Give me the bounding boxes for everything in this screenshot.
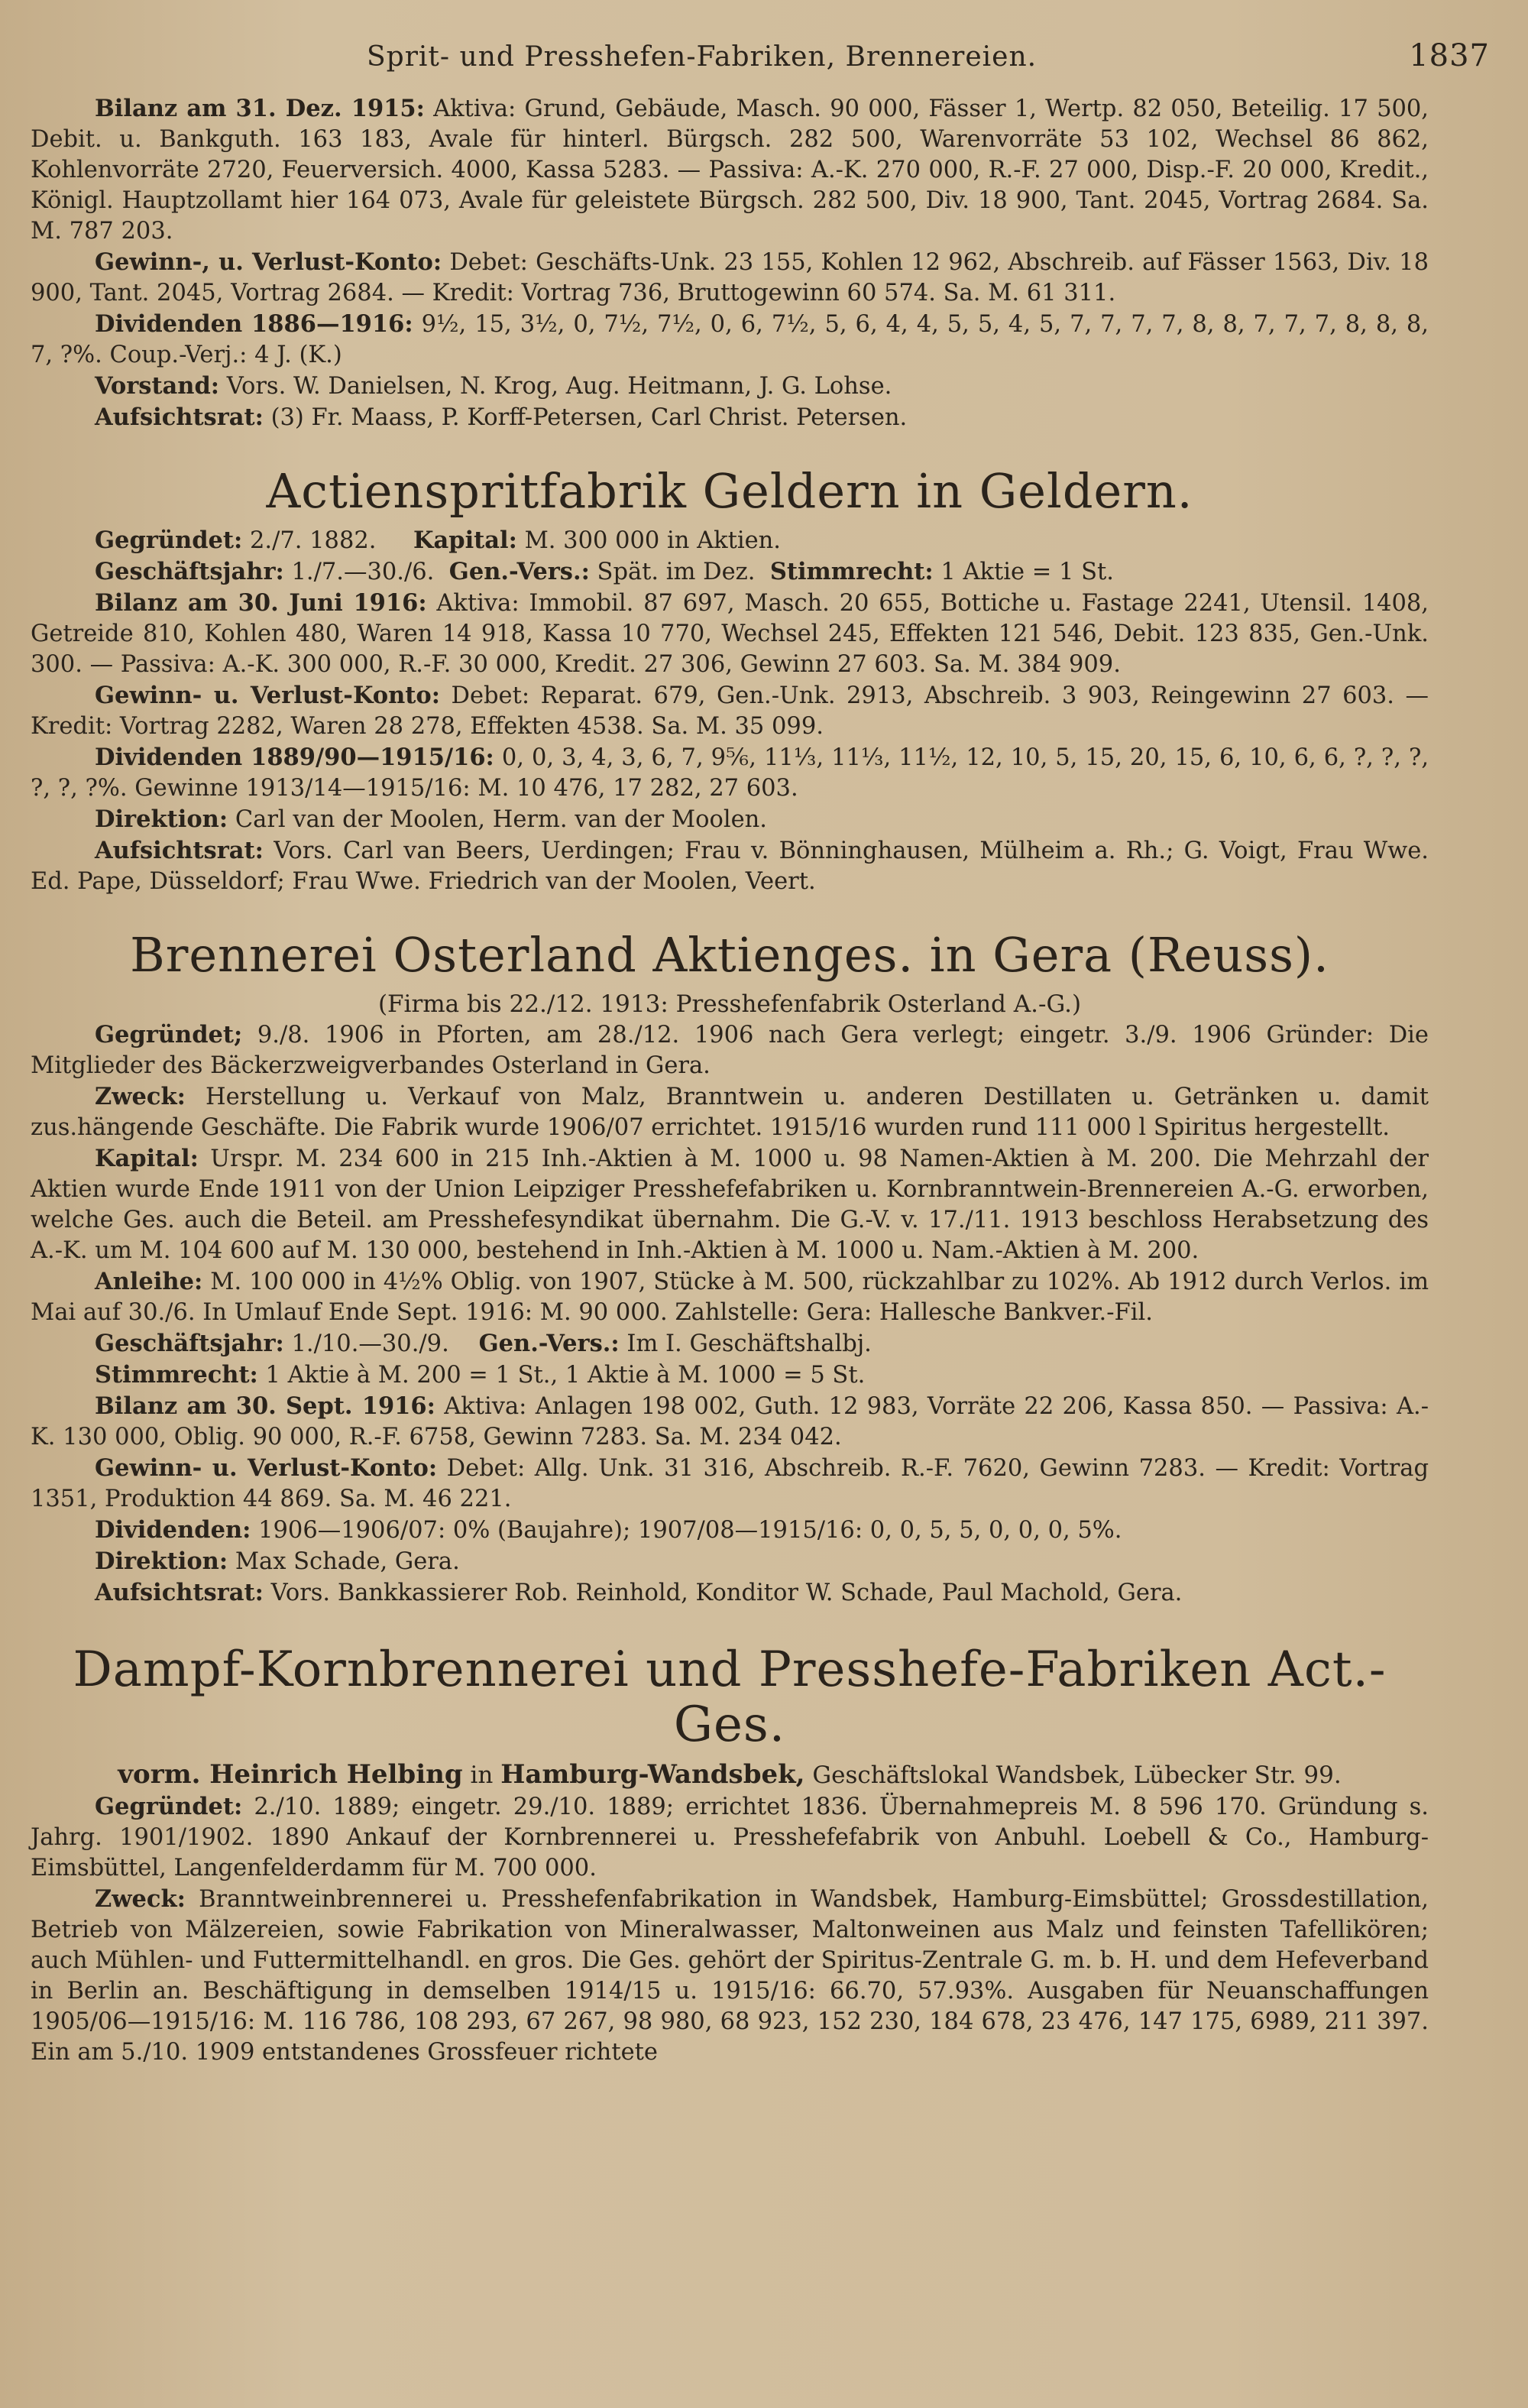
gewinn-paragraph: Gewinn- u. Verlust-Konto: Debet: Allg. Unk. 31 316, Abschreib. R.-F. 7620, Gewinn 7283. — Kredit: Vortrag 1351, Produktion 44 869. Sa. M. 46 221.: [31, 1454, 1429, 1512]
gegruendet-paragraph: Gegründet: 2./7. 1882. Kapital: M. 300 000 in Aktien.: [95, 527, 782, 554]
geschaeftsjahr-paragraph: Geschäftsjahr: 1./7.—30./6. Gen.-Vers.: Spät. im Dez. Stimmrecht: 1 Aktie = 1 St.: [95, 558, 1114, 585]
aufsichtsrat-paragraph: Aufsichtsrat: Vors. Bankkassierer Rob. Reinhold, Konditor W. Schade, Paul Machold, Gera.: [95, 1579, 1183, 1606]
dividenden-paragraph: Dividenden 1886—1916: 9½, 15, 3½, 0, 7½, 7½, 0, 6, 7½, 5, 6, 4, 4, 5, 5, 4, 5, 7, 7, 7, 7, 8, 8, 7, 7, 7, 8, 8, 8, 7, ?%. Coup.-Verj.: 4 J. (K.): [31, 310, 1429, 368]
bilanz-paragraph: Bilanz am 31. Dez. 1915: Aktiva: Grund, Gebäude, Masch. 90 000, Fässer 1, Wertp. 82 050, Beteilig. 17 500, Debit. u. Bankguth. 163 183, Avale für hinterl. Bürgsch. 282 500, Warenvorräte 53 102, Wechsel 86 862, Kohlenvorräte 2720, Feuerversich. 4000, Kassa 5283. — Passiva: A.-K. 270 000, R.-F. 27 000, Disp.-F. 20 000, Kredit., Königl. Hauptzollamt hier 164 073, Avale für geleistete Bürgsch. 282 500, Div. 18 900, Tant. 2045, Vortrag 2684. Sa. M. 787 203.: [31, 95, 1429, 245]
running-title: Sprit- und Presshefen-Fabriken, Brennereien.: [367, 41, 1038, 73]
stimmrecht-paragraph: Stimmrecht: 1 Aktie à M. 200 = 1 St., 1 Aktie à M. 1000 = 5 St.: [95, 1361, 866, 1389]
bilanz-paragraph: Bilanz am 30. Sept. 1916: Aktiva: Anlagen 198 002, Guth. 12 983, Vorräte 22 206, Kassa 850. — Passiva: A.-K. 130 000, Oblig. 90 000, R.-F. 6758, Gewinn 7283. Sa. M. 234 042.: [31, 1392, 1429, 1450]
section-continued: [31, 93, 1429, 433]
aufsichtsrat-paragraph: Aufsichtsrat: (3) Fr. Maass, P. Korff-Petersen, Carl Christ. Petersen.: [95, 403, 908, 431]
gegruendet-paragraph: Gegründet; 9./8. 1906 in Pforten, am 28./12. 1906 nach Gera verlegt; eingetr. 3./9. 1906 Gründer: Die Mitglieder des Bäckerzweigverbandes Osterland in Gera.: [31, 1021, 1429, 1079]
section-osterland: [31, 1019, 1429, 1609]
company-subtitle: (Firma bis 22./12. 1913: Presshefenfabrik Osterland A.-G.): [377, 990, 1082, 1018]
section-geldern: [31, 525, 1429, 897]
vorstand-paragraph: Vorstand: Vors. W. Danielsen, N. Krog, Aug. Heitmann, J. G. Lohse.: [95, 372, 892, 400]
company-firma-line: vorm. Heinrich Helbing in Hamburg-Wandsbek, Geschäftslokal Wandsbek, Lübecker Str. 99.: [118, 1759, 1342, 1790]
direktion-paragraph: Direktion: Carl van der Moolen, Herm. van der Moolen.: [95, 805, 767, 833]
geschaeftsjahr-paragraph: Geschäftsjahr: 1./10.—30./9. Gen.-Vers.: Im I. Geschäftshalbj.: [95, 1330, 872, 1357]
company-title-geldern: Actienspritfabrik Geldern in Geldern.: [266, 463, 1193, 519]
company-title-helbing: Dampf-Kornbrennerei und Presshefe-Fabriken Act.-Ges.: [73, 1642, 1387, 1753]
dividenden-paragraph: Dividenden: 1906—1906/07: 0% (Baujahre); 1907/08—1915/16: 0, 0, 5, 5, 0, 0, 0, 5%.: [95, 1516, 1122, 1544]
gewinn-paragraph: Gewinn-, u. Verlust-Konto: Debet: Geschäfts-Unk. 23 155, Kohlen 12 962, Abschreib. auf Fässer 1563, Div. 18 900, Tant. 2045, Vortrag 2684. — Kredit: Vortrag 736, Bruttogewinn 60 574. Sa. M. 61 311.: [31, 248, 1429, 306]
zweck-paragraph: Zweck: Branntweinbrennerei u. Presshefenfabrikation in Wandsbek, Hamburg-Eimsbüttel; Grossdestillation, Betrieb von Mälzereien, sowie Fabrikation von Mineralwasser, Maltonweinen aus Malz und feinsten Tafellikören; auch Mühlen- und Futtermittelhandl. en gros. Die Ges. gehört der Spiritus-Zentrale G. m. b. H. und dem Hefeverband in Berlin an. Beschäftigung in demselben 1914/15 u. 1915/16: 66.70, 57.93%. Ausgaben für Neuanschaffungen 1905/06—1915/16: M. 116 786, 108 293, 67 267, 98 980, 68 923, 152 230, 184 678, 23 476, 147 175, 6989, 211 397. Ein am 5./10. 1909 entstandenes Grossfeuer richtete: [31, 1885, 1429, 2066]
section-helbing: [31, 1791, 1429, 2068]
kapital-paragraph: Kapital: Urspr. M. 234 600 in 215 Inh.-Aktien à M. 1000 u. 98 Namen-Aktien à M. 200. Die Mehrzahl der Aktien wurde Ende 1911 von der Union Leipziger Presshefefabriken u. Kornbranntwein-Brennereien A.-G. erworben, welche Ges. auch die Beteil. am Presshefesyndikat übernahm. Die G.-V. v. 17./11. 1913 beschloss Herabsetzung des A.-K. um M. 104 600 auf M. 130 000, bestehend in Inh.-Aktien à M. 1000 u. Nam.-Aktien à M. 200.: [31, 1145, 1429, 1264]
gegruendet-paragraph: Gegründet: 2./10. 1889; eingetr. 29./10. 1889; errichtet 1836. Übernahmepreis M. 8 596 170. Gründung s. Jahrg. 1901/1902. 1890 Ankauf der Kornbrennerei u. Presshefefabrik von Anbuhl. Loebell & Co., Hamburg-Eimsbüttel, Langenfelderdamm für M. 700 000.: [31, 1793, 1429, 1881]
anleihe-paragraph: Anleihe: M. 100 000 in 4½% Oblig. von 1907, Stücke à M. 500, rückzahlbar zu 102%. Ab 1912 durch Verlos. im Mai auf 30./6. In Umlauf Ende Sept. 1916: M. 90 000. Zahlstelle: Gera: Hallesche Bankver.-Fil.: [31, 1268, 1429, 1326]
company-title-osterland: Brennerei Osterland Aktienges. in Gera (Reuss).: [130, 927, 1329, 983]
direktion-paragraph: Direktion: Max Schade, Gera.: [95, 1548, 460, 1575]
gewinn-paragraph: Gewinn- u. Verlust-Konto: Debet: Reparat. 679, Gen.-Unk. 2913, Abschreib. 3 903, Reingewinn 27 603. — Kredit: Vortrag 2282, Waren 28 278, Effekten 4538. Sa. M. 35 099.: [31, 682, 1429, 740]
bilanz-paragraph: Bilanz am 30. Juni 1916: Aktiva: Immobil. 87 697, Masch. 20 655, Bottiche u. Fastage 2241, Utensil. 1408, Getreide 810, Kohlen 480, Waren 14 918, Kassa 10 770, Wechsel 245, Effekten 121 546, Debit. 123 835, Gen.-Unk. 300. — Passiva: A.-K. 300 000, R.-F. 30 000, Kredit. 27 306, Gewinn 27 603. Sa. M. 384 909.: [31, 589, 1429, 678]
zweck-paragraph: Zweck: Herstellung u. Verkauf von Malz, Branntwein u. anderen Destillaten u. Getränken u. damit zus.hängende Geschäfte. Die Fabrik wurde 1906/07 errichtet. 1915/16 wurden rund 111 000 l Spiritus hergestellt.: [31, 1083, 1429, 1141]
dividenden-paragraph: Dividenden 1889/90—1915/16: 0, 0, 3, 4, 3, 6, 7, 9⅚, 11⅓, 11⅓, 11½, 12, 10, 5, 15, 20, 15, 6, 10, 6, 6, ?, ?, ?, ?, ?, ?%. Gewinne 1913/14—1915/16: M. 10 476, 17 282, 27 603.: [31, 744, 1429, 802]
aufsichtsrat-paragraph: Aufsichtsrat: Vors. Carl van Beers, Uerdingen; Frau v. Bönninghausen, Mülheim a. Rh.; G. Voigt, Frau Wwe. Ed. Pape, Düsseldorf; Frau Wwe. Friedrich van der Moolen, Veert.: [31, 837, 1429, 895]
page-number: 1837: [1409, 38, 1490, 73]
page-header: [367, 38, 1490, 73]
